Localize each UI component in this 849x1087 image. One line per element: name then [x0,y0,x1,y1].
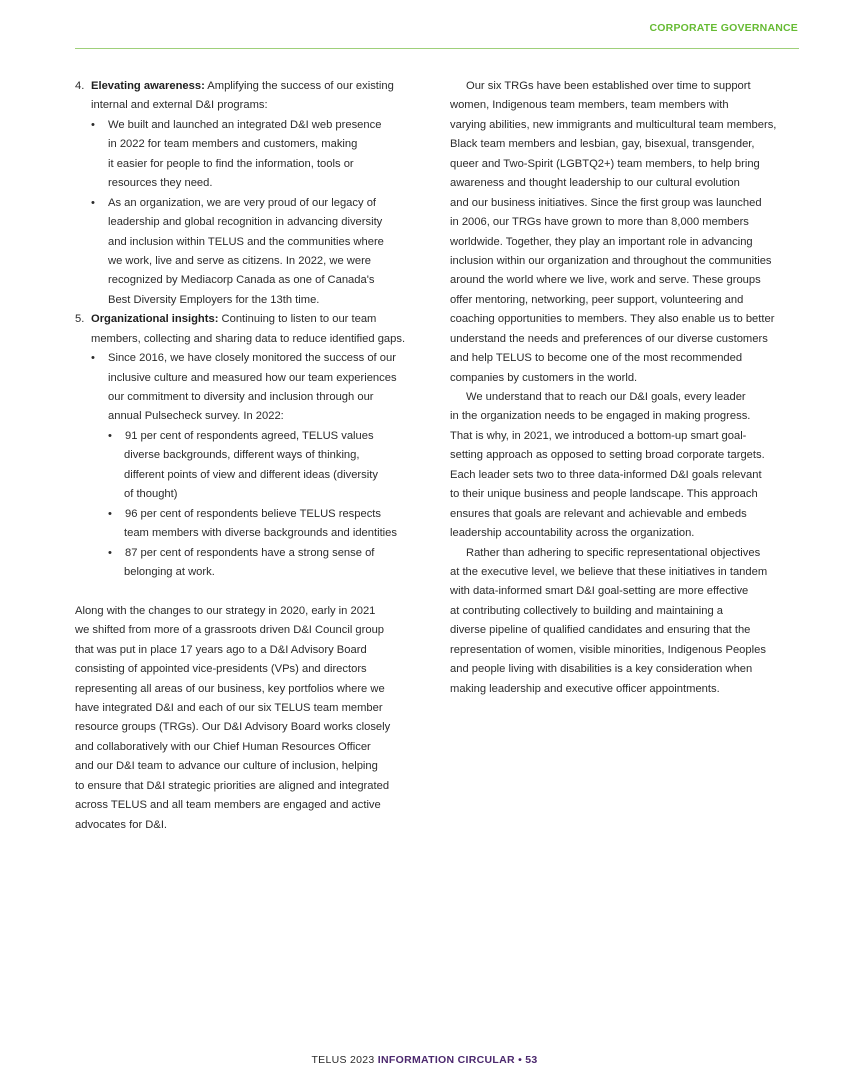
text-line: recognized by Mediacorp Canada as one of Canada's [108,274,375,287]
goals-paragraph [450,388,800,544]
text-line: it easier for people to find the information, tools or [108,157,354,170]
text-line: inclusion within our organization and throughout the communities [450,254,772,267]
text-line: to their unique business and people landscape. This approach [450,488,758,501]
text-line: resources they need. [108,177,213,190]
text-line: annual Pulsecheck survey. In 2022: [108,410,284,423]
footer-doc-title: INFORMATION CIRCULAR [377,1054,515,1066]
text-line: and people living with disabilities is a key consideration when [450,663,753,676]
right-column [450,77,800,699]
text-line: at the executive level, we believe that these initiatives in tandem [450,565,768,578]
text-line: coaching opportunities to members. They also enable us to better [450,313,775,326]
text-line: Continuing to listen to our team [221,313,377,326]
text-line: varying abilities, new immigrants and multicultural team members, [450,118,777,131]
text-line: and collaboratively with our Chief Human Resources Officer [75,740,371,753]
bullet-icon: • [91,196,95,209]
text-line: with data-informed smart D&I goal-setting are more effective [450,585,749,598]
header-divider [75,48,799,49]
text-line: team members with diverse backgrounds and identities [124,527,397,540]
bullet-icon: • [108,546,112,559]
representation-paragraph [450,544,800,700]
text-line: awareness and thought leadership to our cultural evolution [450,177,740,190]
text-line: representing all areas of our business, key portfolios where we [75,682,385,695]
text-line: inclusive culture and measured how our team experiences [108,371,397,384]
text-line: Along with the changes to our strategy in 2020, early in 2021 [75,604,376,617]
sub-bullet-item: • 91 per cent of respondents agreed, TELUS values [75,427,425,446]
text-line: and inclusion within TELUS and the communities where [108,235,384,248]
text-line: Rather than adhering to specific representational objectives [466,546,761,559]
spacer [75,582,425,601]
text-line: in the organization needs to be engaged in making progress. [450,410,751,423]
text-line: That is why, in 2021, we introduced a bottom-up smart goal- [450,429,747,442]
text-line: of thought) [124,488,178,501]
footer-separator: • [518,1054,523,1066]
page-footer [0,1054,849,1066]
list-lead: Elevating awareness: [91,80,205,92]
text-line: representation of women, visible minorities, Indigenous Peoples [450,643,766,656]
text-line: diverse backgrounds, different ways of thinking, [124,449,360,462]
text-line: advocates for D&I. [75,818,168,831]
page-number: 53 [525,1054,538,1066]
text-line: understand the needs and preferences of our diverse customers [450,332,768,345]
text-line: worldwide. Together, they play an important role in advancing [450,235,753,248]
text-line: ensures that goals are relevant and achievable and embeds [450,507,747,520]
list-lead: Organizational insights: [91,313,219,326]
text-line: and our business initiatives. Since the first group was launched [450,196,762,209]
sub-bullet-item: • 96 per cent of respondents believe TELUS respects [75,505,425,524]
text-line: across TELUS and all team members are engaged and active [75,799,381,812]
footer-brand: TELUS 2023 [311,1054,375,1066]
trg-paragraph [450,77,800,388]
bullet-item: • We built and launched an integrated D&I web presence [75,116,425,135]
list-number: 5. [75,313,85,326]
text-line: around the world where we live, work and serve. These groups [450,274,761,287]
text-line: Best Diversity Employers for the 13th time. [108,293,320,306]
text-line: that was put in place 17 years ago to a D&I Advisory Board [75,643,367,656]
text-line: we shifted from more of a grassroots driven D&I Council group [75,624,385,637]
text-line: leadership accountability across the organization. [450,527,695,540]
text-line: in 2006, our TRGs have grown to more than 8,000 members [450,216,749,229]
text-line: offer mentoring, networking, peer support, volunteering and [450,293,744,306]
text-line: Our six TRGs have been established over time to support [466,80,751,92]
bullet-item: • Since 2016, we have closely monitored the success of our [75,349,425,368]
text-line: have integrated D&I and each of our six TELUS team member [75,702,383,714]
text-line: members, collecting and sharing data to reduce identified gaps. [91,332,406,345]
bullet-icon: • [91,118,95,131]
text-line: making leadership and executive officer appointments. [450,682,720,695]
text-line: we work, live and serve as citizens. In 2022, we were [108,254,372,267]
text-line: setting approach as opposed to setting broad corporate targets. [450,449,765,462]
text-line: to ensure that D&I strategic priorities are aligned and integrated [75,779,390,792]
text-line: different points of view and different ideas (diversity [124,468,378,481]
bullet-icon: • [91,352,95,365]
left-column [75,77,425,835]
text-line: consisting of appointed vice-presidents (VPs) and directors [75,663,367,676]
bullet-icon: • [108,507,112,520]
text-line: queer and Two-Spirit (LGBTQ2+) team members, to help bring [450,157,760,170]
text-line: resource groups (TRGs). Our D&I Advisory Board works closely [75,721,391,734]
advisory-board-paragraph [75,602,425,835]
list-item-5 [75,310,425,329]
text-line: and help TELUS to become one of the most recommended [450,352,743,365]
text-line: We understand that to reach our D&I goals, every leader [466,391,746,403]
text-line: and our D&I team to advance our culture of inclusion, helping [75,760,378,773]
list-number: 4. [75,80,85,92]
text-line: at contributing collectively to building and maintaining a [450,604,724,617]
text-line: Black team members and lesbian, gay, bisexual, transgender, [450,138,755,151]
list-item-4 [75,77,425,96]
text-line: companies by customers in the world. [450,371,638,384]
text-line: women, Indigenous team members, team members with [450,99,729,112]
bullet-icon: • [108,429,112,442]
text-line: diverse pipeline of qualified candidates and ensuring that the [450,624,751,637]
text-line: leadership and global recognition in advancing diversity [108,216,383,229]
text-line: our commitment to diversity and inclusion through our [108,391,374,403]
text-line: in 2022 for team members and customers, making [108,138,358,151]
section-title: CORPORATE GOVERNANCE [649,22,798,34]
text-line: belonging at work. [124,565,215,578]
text-line: Amplifying the success of our existing [207,80,394,92]
bullet-item: • As an organization, we are very proud of our legacy of [75,194,425,213]
sub-bullet-item: • 87 per cent of respondents have a strong sense of [75,544,425,563]
text-line: internal and external D&I programs: [91,99,268,112]
text-line: Each leader sets two to three data-informed D&I goals relevant [450,468,762,481]
